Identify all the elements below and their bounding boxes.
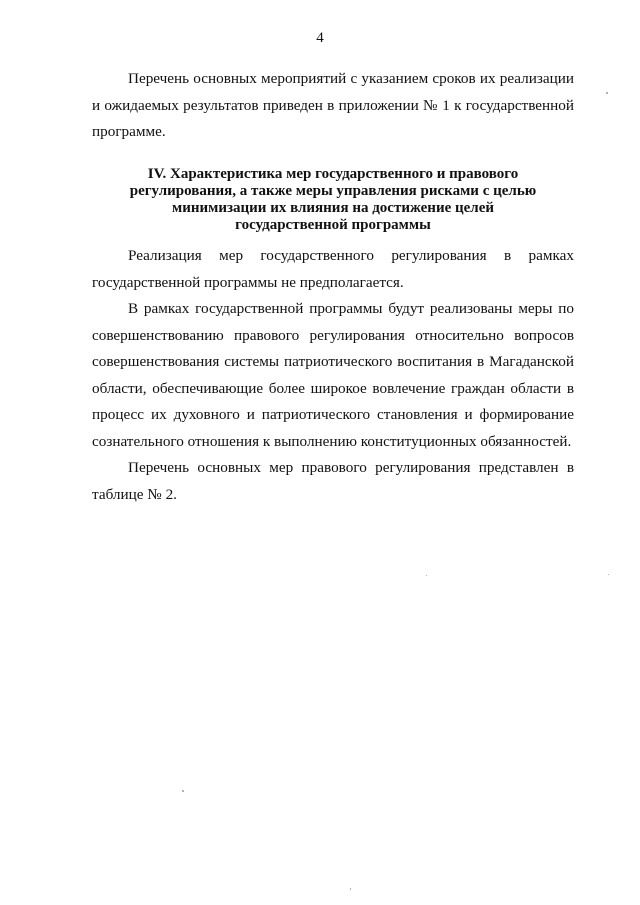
- body-paragraph: В рамках государственной программы будут реализованы меры по совершенствованию правового регулирования относительно вопросов совершенствования системы патриотического воспитания в Магаданской области, обеспечивающие более широкое вовлечение граждан области в процесс их духовного и патриотического становления и формирование сознательного отношения к выполнению конституционных обязанностей.: [92, 300, 574, 450]
- scan-speck: [426, 575, 427, 576]
- intro-text: [92, 66, 574, 146]
- scan-speck: [350, 888, 351, 890]
- section-heading: [92, 166, 574, 234]
- scan-speck: [608, 574, 609, 575]
- intro-paragraph: Перечень основных мероприятий с указанием сроков их реализации и ожидаемых результатов приведен в приложении № 1 к государственной программе.: [92, 70, 574, 140]
- section-heading-line: государственной программы: [235, 217, 431, 233]
- section-heading-line: IV. Характеристика мер государственного и правового: [147, 166, 519, 182]
- scan-speck: [606, 92, 608, 94]
- page-number: 4: [316, 30, 324, 46]
- section-body: [92, 243, 574, 508]
- body-paragraph: Перечень основных мер правового регулирования представлен в таблице № 2.: [92, 459, 574, 503]
- scan-speck: [182, 790, 184, 792]
- section-heading-line: регулирования, а также меры управления рисками с целью: [129, 183, 537, 199]
- section-heading-line: минимизации их влияния на достижение целей: [171, 200, 495, 216]
- body-paragraph: Реализация мер государственного регулирования в рамках государственной программы не предполагается.: [92, 247, 574, 291]
